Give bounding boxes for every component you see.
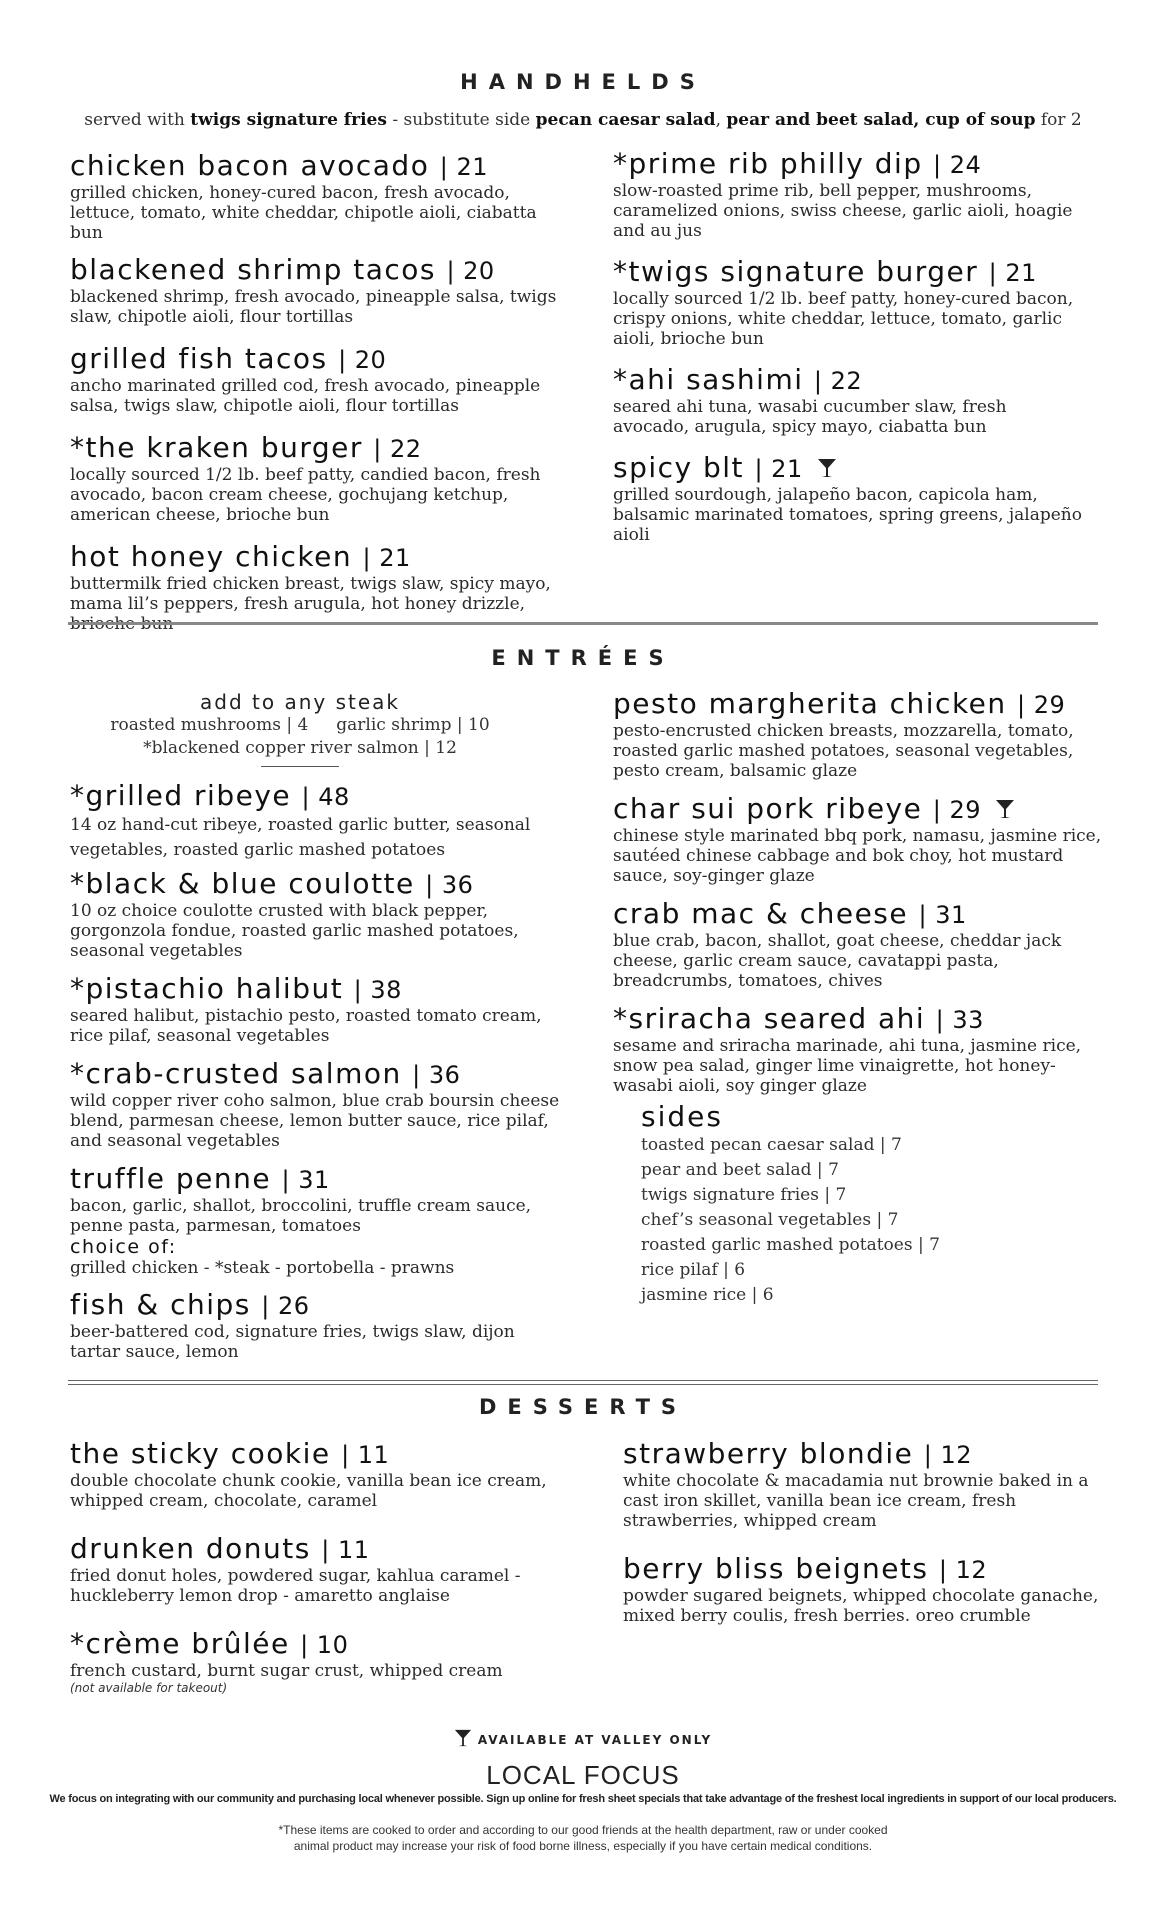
item-name: crab mac & cheese	[613, 897, 909, 930]
item-description: fried donut holes, powdered sugar, kahlua caramel - huckleberry lemon drop - amaretto anglaise	[70, 1566, 521, 1606]
served-bold: pear and beet salad, cup of soup	[726, 110, 1036, 130]
item-name: *twigs signature burger	[613, 255, 979, 288]
item-description: seared ahi tuna, wasabi cucumber slaw, fresh avocado, arugula, spicy mayo, ciabatta bun	[613, 397, 1007, 437]
menu-item	[70, 432, 570, 525]
choice-list: grilled chicken - *steak - portobella - prawns	[70, 1258, 455, 1278]
item-price: | 21	[754, 455, 803, 483]
item-price: | 36	[412, 1061, 461, 1089]
desserts-left-column	[70, 1438, 570, 1695]
item-name: grilled fish tacos	[70, 342, 328, 375]
served-text: served with	[84, 110, 191, 130]
menu-item	[613, 1003, 1108, 1096]
menu-item	[70, 150, 570, 243]
item-price: | 24	[933, 151, 982, 179]
item-name: *sriracha seared ahi	[613, 1002, 926, 1035]
addon-divider	[261, 766, 339, 767]
item-description: wild copper river coho salmon, blue crab boursin cheese blend, parmesan cheese, lemon butter sauce, rice pilaf, and seasonal vegetables	[70, 1091, 560, 1151]
item-name: the sticky cookie	[70, 1437, 331, 1470]
item-name: *the kraken burger	[70, 431, 363, 464]
menu-item	[70, 1438, 570, 1511]
martini-icon	[995, 798, 1015, 820]
addon-title: add to any steak	[200, 690, 400, 714]
menu-item	[613, 688, 1108, 781]
item-description: grilled chicken, honey-cured bacon, fresh avocado, lettuce, tomato, white cheddar, chipotle aioli, ciabatta bun	[70, 183, 537, 243]
item-price: | 48	[301, 783, 350, 811]
entrees-left-column	[70, 780, 570, 1362]
item-description: locally sourced 1/2 lb. beef patty, honey-cured bacon, crispy onions, white cheddar, lettuce, tomato, garlic aioli, brioche bun	[613, 289, 1074, 349]
item-description: beer-battered cod, signature fries, twigs slaw, dijon tartar sauce, lemon	[70, 1322, 515, 1362]
menu-item	[613, 793, 1108, 886]
item-price: | 31	[918, 901, 967, 929]
handhelds-right-column	[613, 148, 1083, 545]
item-name: pesto margherita chicken	[613, 687, 1007, 720]
side-item: rice pilaf | 6	[641, 1260, 746, 1280]
martini-icon	[817, 457, 837, 479]
item-description: buttermilk fried chicken breast, twigs slaw, spicy mayo, mama lil’s peppers, fresh arugula, hot honey drizzle, brioche bun	[70, 574, 551, 634]
menu-item	[623, 1553, 1113, 1626]
item-name: *crème brûlée	[70, 1627, 290, 1660]
local-focus-heading: LOCAL FOCUS	[486, 1760, 680, 1790]
item-name: *ahi sashimi	[613, 363, 804, 396]
item-price: | 22	[813, 367, 863, 395]
martini-icon	[454, 1727, 472, 1749]
addon-item: roasted mushrooms | 4	[110, 715, 309, 735]
side-item: roasted garlic mashed potatoes | 7	[641, 1235, 940, 1255]
menu-item	[70, 1533, 570, 1606]
valley-only-text: AVAILABLE AT VALLEY ONLY	[477, 1733, 713, 1747]
item-name: hot honey chicken	[70, 540, 353, 573]
takeout-note: (not available for takeout)	[70, 1681, 228, 1695]
item-description: ancho marinated grilled cod, fresh avocado, pineapple salsa, twigs slaw, chipotle aioli, flour tortillas	[70, 376, 541, 416]
item-description: bacon, garlic, shallot, broccolini, truffle cream sauce, penne pasta, parmesan, tomatoes	[70, 1196, 532, 1236]
item-price: | 10	[300, 1631, 349, 1659]
menu-item	[70, 1289, 570, 1362]
menu-item	[613, 364, 1083, 437]
item-description: chinese style marinated bbq pork, namasu, jasmine rice, sautéed chinese cabbage and bok choy, hot mustard sauce, soy-ginger glaze	[613, 826, 1102, 886]
side-item: pear and beet salad | 7	[641, 1160, 839, 1180]
section-divider	[68, 1380, 1098, 1385]
side-item: chef’s seasonal vegetables | 7	[641, 1210, 899, 1230]
menu-item	[70, 1163, 570, 1278]
item-name: drunken donuts	[70, 1532, 311, 1565]
item-name: *crab-crusted salmon	[70, 1057, 402, 1090]
item-price: | 33	[935, 1006, 984, 1034]
menu-item	[613, 148, 1083, 241]
disclaimer-line: *These items are cooked to order and according to our good friends at the health department, raw or under cooked	[278, 1823, 888, 1837]
desserts-right-column	[623, 1438, 1113, 1626]
health-disclaimer	[0, 1822, 1166, 1854]
side-item: jasmine rice | 6	[641, 1285, 774, 1305]
item-name: truffle penne	[70, 1162, 272, 1195]
menu-item	[70, 541, 570, 634]
item-description: pesto-encrusted chicken breasts, mozzarella, tomato, roasted garlic mashed potatoes, seasonal vegetables, pesto cream, balsamic glaze	[613, 721, 1074, 781]
item-name: *black & blue coulotte	[70, 867, 415, 900]
item-name: fish & chips	[70, 1288, 251, 1321]
item-price: | 20	[446, 257, 495, 285]
item-description: slow-roasted prime rib, bell pepper, mushrooms, caramelized onions, swiss cheese, garlic aioli, hoagie and au jus	[613, 181, 1073, 241]
menu-item	[70, 1628, 570, 1695]
item-description: double chocolate chunk cookie, vanilla bean ice cream, whipped cream, chocolate, caramel	[70, 1471, 547, 1511]
handhelds-left-column	[70, 150, 570, 634]
served-text: - substitute side	[386, 110, 536, 130]
local-focus-text: We focus on integrating with our community and purchasing local whenever possible. Sign up online for fresh sheet specials that take advantage of the freshest local ingredients in support of our local producers.	[49, 1793, 1117, 1805]
served-text: for 2	[1035, 110, 1082, 130]
item-description: blue crab, bacon, shallot, goat cheese, cheddar jack cheese, garlic cream sauce, cavatappi pasta, breadcrumbs, tomatoes, chives	[613, 931, 1062, 991]
menu-item	[70, 868, 570, 961]
item-name: *grilled ribeye	[70, 779, 292, 812]
item-description: 10 oz choice coulotte crusted with black pepper, gorgonzola fondue, roasted garlic mashed potatoes, seasonal vegetables	[70, 901, 519, 961]
served-bold: twigs signature fries	[190, 110, 387, 130]
menu-item	[623, 1438, 1113, 1531]
addon-item: *blackened copper river salmon | 12	[143, 738, 457, 758]
item-price: | 38	[353, 976, 402, 1004]
sides-title: sides	[641, 1100, 723, 1133]
item-price: | 11	[341, 1441, 390, 1469]
item-price: | 22	[373, 435, 422, 463]
side-item: twigs signature fries | 7	[641, 1185, 847, 1205]
item-description: sesame and sriracha marinade, ahi tuna, jasmine rice, snow pea salad, ginger lime vinaigrette, hot honey-wasabi aioli, soy ginger glaze	[613, 1036, 1082, 1096]
menu-item	[70, 780, 570, 863]
item-name: char sui pork ribeye	[613, 792, 923, 825]
item-name: strawberry blondie	[623, 1437, 914, 1470]
valley-only-legend	[0, 1727, 1166, 1749]
menu-item	[613, 898, 1108, 991]
item-name: chicken bacon avocado	[70, 149, 430, 182]
item-description: blackened shrimp, fresh avocado, pineapple salsa, twigs slaw, chipotle aioli, flour tortillas	[70, 287, 557, 327]
item-description: grilled sourdough, jalapeño bacon, capicola ham, balsamic marinated tomatoes, spring greens, jalapeño aioli	[613, 485, 1082, 545]
sides-section	[641, 1100, 1041, 1308]
disclaimer-line: animal product may increase your risk of food borne illness, especially if you have certain medical conditions.	[293, 1839, 873, 1853]
item-name: berry bliss beignets	[623, 1552, 929, 1585]
item-description: 14 oz hand-cut ribeye, roasted garlic butter, seasonal vegetables, roasted garlic mashed potatoes	[70, 815, 531, 860]
served-bold: pecan caesar salad	[535, 110, 716, 130]
item-price: | 26	[261, 1292, 310, 1320]
desserts-title: DESSERTS	[478, 1395, 688, 1419]
handhelds-served-with	[0, 110, 1166, 130]
item-price: | 12	[923, 1441, 973, 1469]
menu-item	[613, 452, 1083, 545]
addon-item: garlic shrimp | 10	[336, 715, 490, 735]
menu-item	[70, 1058, 570, 1151]
item-price: | 36	[425, 871, 474, 899]
item-name: *pistachio halibut	[70, 972, 344, 1005]
item-description: locally sourced 1/2 lb. beef patty, candied bacon, fresh avocado, bacon cream cheese, gochujang ketchup, american cheese, brioche bun	[70, 465, 541, 525]
steak-addons	[100, 690, 500, 767]
handhelds-title: HANDHELDS	[460, 70, 706, 94]
item-price: | 11	[321, 1536, 370, 1564]
menu-item	[613, 256, 1083, 349]
item-name: *prime rib philly dip	[613, 147, 923, 180]
side-item: toasted pecan caesar salad | 7	[641, 1135, 902, 1155]
item-price: | 29	[932, 796, 982, 824]
menu-item	[70, 973, 570, 1046]
item-name: spicy blt	[613, 451, 745, 484]
item-price: | 21	[988, 259, 1037, 287]
item-price: | 12	[938, 1556, 988, 1584]
entrees-title: ENTRÉES	[491, 646, 675, 670]
item-price: | 21	[439, 153, 488, 181]
served-text: ,	[715, 110, 727, 130]
item-description: powder sugared beignets, whipped chocolate ganache, mixed berry coulis, fresh berries. oreo crumble	[623, 1586, 1099, 1626]
item-name: blackened shrimp tacos	[70, 253, 437, 286]
item-price: | 21	[362, 544, 411, 572]
item-description: seared halibut, pistachio pesto, roasted tomato cream, rice pilaf, seasonal vegetables	[70, 1006, 542, 1046]
menu-item	[70, 343, 570, 416]
item-price: | 31	[281, 1166, 330, 1194]
entrees-right-column	[613, 688, 1108, 1096]
menu-item	[70, 254, 570, 327]
item-description: french custard, burnt sugar crust, whipped cream	[70, 1661, 503, 1681]
item-description: white chocolate & macadamia nut brownie baked in a cast iron skillet, vanilla bean ice cream, fresh strawberries, whipped cream	[623, 1471, 1089, 1531]
choice-title: choice of:	[70, 1236, 177, 1258]
section-divider	[68, 622, 1098, 625]
item-price: | 29	[1017, 691, 1066, 719]
item-price: | 20	[338, 346, 387, 374]
